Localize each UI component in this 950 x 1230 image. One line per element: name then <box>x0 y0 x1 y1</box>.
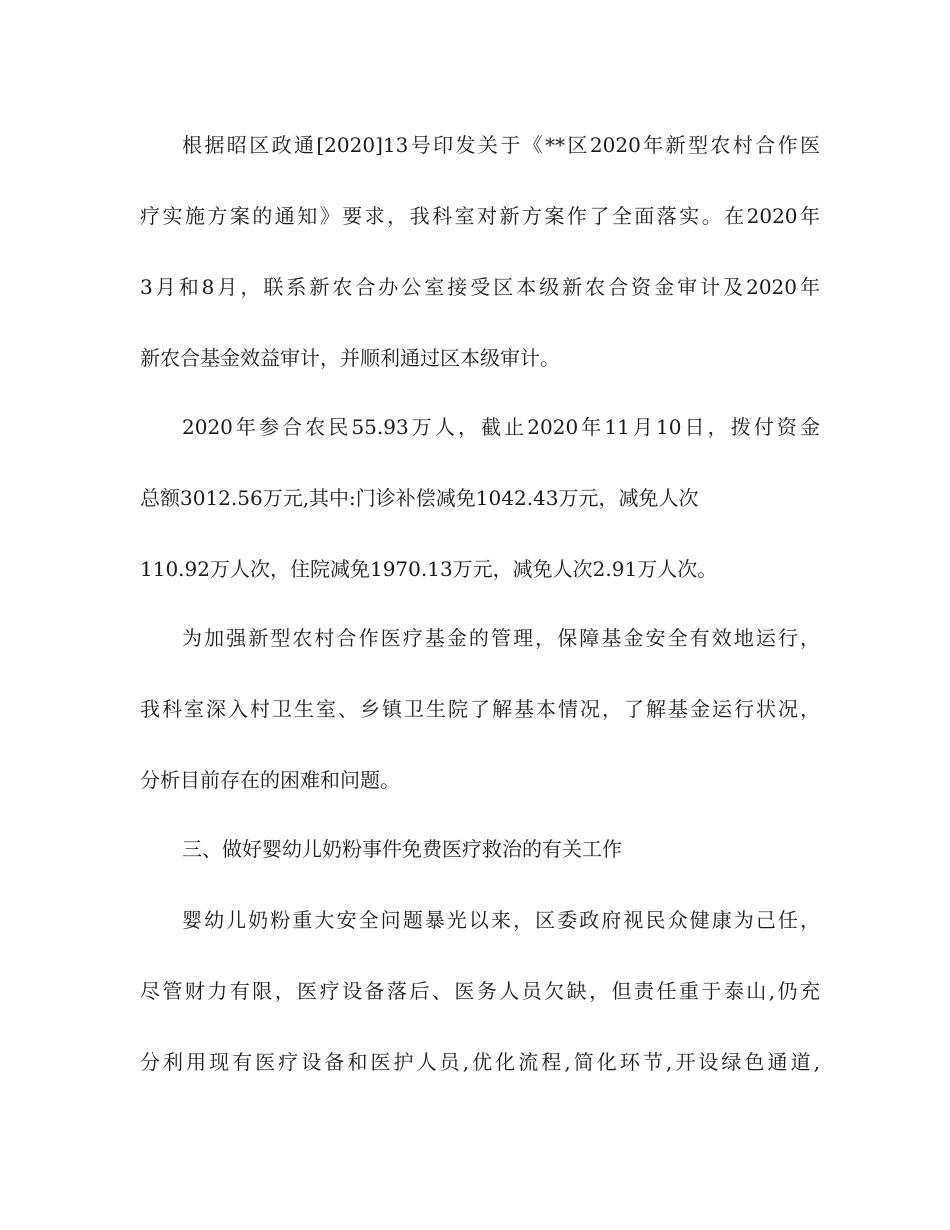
paragraph-1-line-1: 根据昭区政通[2020]13号印发关于《**区2020年新型农村合作医 <box>182 133 820 157</box>
paragraph-3-line-3: 分析目前存在的困难和问题。 <box>140 768 400 792</box>
paragraph-1-line-4: 新农合基金效益审计，并顺利通过区本级审计。 <box>140 346 560 370</box>
paragraph-3-line-2: 我科室深入村卫生室、乡镇卫生院了解基本情况，了解基金运行状况， <box>140 697 820 721</box>
section-heading: 三、做好婴幼儿奶粉事件免费医疗救治的有关工作 <box>182 837 622 861</box>
paragraph-4-line-2: 尽管财力有限，医疗设备落后、医务人员欠缺，但责任重于泰山,仍充 <box>140 979 820 1003</box>
paragraph-4-line-3: 分利用现有医疗设备和医护人员,优化流程,简化环节,开设绿色通道, <box>140 1050 820 1074</box>
paragraph-1-line-2: 疗实施方案的通知》要求，我科室对新方案作了全面落实。在2020年 <box>140 204 820 228</box>
paragraph-1-line-3: 3月和8月，联系新农合办公室接受区本级新农合资金审计及2020年 <box>140 275 820 299</box>
paragraph-2-line-3: 110.92万人次，住院减免1970.13万元，减免人次2.91万人次。 <box>140 557 718 581</box>
paragraph-2-line-1: 2020年参合农民55.93万人，截止2020年11月10日，拨付资金 <box>182 415 820 439</box>
paragraph-3-line-1: 为加强新型农村合作医疗基金的管理，保障基金安全有效地运行， <box>182 626 820 650</box>
paragraph-4-line-1: 婴幼儿奶粉重大安全问题暴光以来，区委政府视民众健康为己任， <box>182 908 820 932</box>
paragraph-2-line-2: 总额3012.56万元,其中:门诊补偿减免1042.43万元，减免人次 <box>140 486 699 510</box>
